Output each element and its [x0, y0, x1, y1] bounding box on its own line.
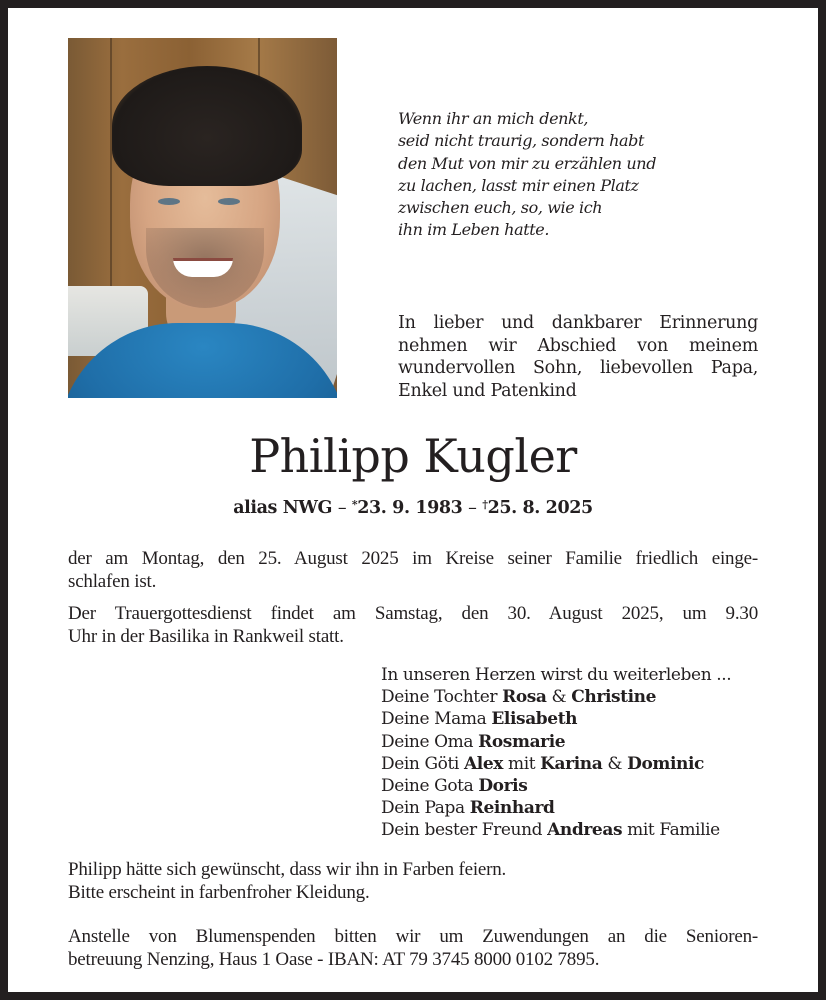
photo-eye-right — [218, 198, 240, 205]
paragraph-line: Uhr in der Basilika in Rankweil statt. — [68, 625, 344, 647]
family-member — [381, 819, 731, 841]
life-dates — [8, 498, 818, 518]
paragraph-line: betreuung Nenzing, Haus 1 Oase - IBAN: AT 79 3745 8000 0102 7895. — [68, 948, 600, 970]
member-name: Andreas — [547, 820, 623, 841]
poem — [398, 108, 656, 242]
member-name: Rosmarie — [478, 731, 566, 752]
intro-line: In lieber und dankbarer Erinnerung — [398, 313, 758, 333]
connector: & — [546, 687, 572, 708]
family-member — [381, 753, 731, 775]
relation: Deine Tochter — [381, 687, 503, 708]
birth-star-icon: * — [351, 498, 358, 511]
family-member — [381, 775, 731, 797]
relation: Deine Mama — [381, 709, 492, 730]
photo-smile — [173, 258, 233, 277]
family-list — [381, 664, 731, 842]
donation-paragraph — [68, 926, 758, 971]
wall-decoration — [110, 38, 112, 288]
service-paragraph — [68, 603, 758, 648]
connector: mit — [502, 753, 541, 774]
relation: Dein Göti — [381, 753, 464, 774]
poem-line: zwischen euch, so, wie ich — [398, 198, 603, 218]
suffix: mit Familie — [622, 820, 720, 841]
portrait-photo — [68, 38, 337, 398]
poem-line: ihn im Leben hatte. — [398, 220, 550, 240]
photo-eye-left — [158, 198, 180, 205]
poem-line: Wenn ihr an mich denkt, — [398, 109, 589, 128]
member-name: Rosa — [502, 687, 547, 708]
paragraph-line: der am Montag, den 25. August 2025 im Kreise seiner Familie friedlich einge- — [68, 548, 758, 569]
member-name: Christine — [571, 687, 657, 708]
member-name: Reinhard — [469, 798, 555, 819]
family-member — [381, 686, 731, 708]
death-cross-icon: † — [482, 498, 488, 511]
relation: Dein Papa — [381, 798, 470, 819]
intro-line: Enkel und Patenkind — [398, 380, 577, 401]
death-notice-paragraph — [68, 548, 758, 593]
member-name: Dominic — [627, 753, 705, 774]
death-date: 25. 8. 2025 — [487, 498, 593, 518]
poem-line: seid nicht traurig, sondern habt — [398, 131, 645, 151]
relation: Deine Oma — [381, 731, 479, 752]
family-member — [381, 731, 731, 753]
family-heading: In unseren Herzen wirst du weiterleben ... — [381, 665, 732, 685]
paragraph-line: schlafen ist. — [68, 570, 157, 592]
poem-line: zu lachen, lasst mir einen Platz — [398, 175, 639, 195]
separator: – — [468, 498, 477, 518]
photo-hair — [112, 66, 302, 186]
alias: alias NWG — [233, 498, 333, 518]
connector: & — [602, 753, 628, 774]
family-member — [381, 708, 731, 730]
paragraph-line: Anstelle von Blumenspenden bitten wir um Zuwendungen an die Senioren- — [68, 926, 758, 947]
birth-date: 23. 9. 1983 — [357, 498, 463, 518]
member-name: Karina — [540, 753, 603, 774]
relation: Dein bester Freund — [381, 820, 548, 841]
colors-wish-paragraph — [68, 859, 758, 904]
paragraph-line: Philipp hätte sich gewünscht, dass wir ihn in Farben feiern. — [68, 859, 507, 880]
intro-line: nehmen wir Abschied von meinem — [398, 335, 758, 356]
poem-line: den Mut von mir zu erzählen und — [398, 153, 657, 173]
relation: Deine Gota — [381, 776, 479, 797]
deceased-name: Philipp Kugler — [249, 429, 577, 483]
member-name: Elisabeth — [491, 709, 578, 730]
intro-line: wundervollen Sohn, liebevollen Papa, — [398, 358, 758, 378]
obituary-card — [8, 8, 818, 992]
member-name: Doris — [478, 776, 528, 797]
family-member — [381, 797, 731, 819]
intro-text — [398, 312, 758, 402]
paragraph-line: Der Trauergottesdienst findet am Samstag, den 30. August 2025, um 9.30 — [68, 603, 758, 624]
member-name: Alex — [463, 753, 503, 774]
paragraph-line: Bitte erscheint in farbenfroher Kleidung. — [68, 881, 370, 903]
separator: – — [337, 498, 347, 518]
